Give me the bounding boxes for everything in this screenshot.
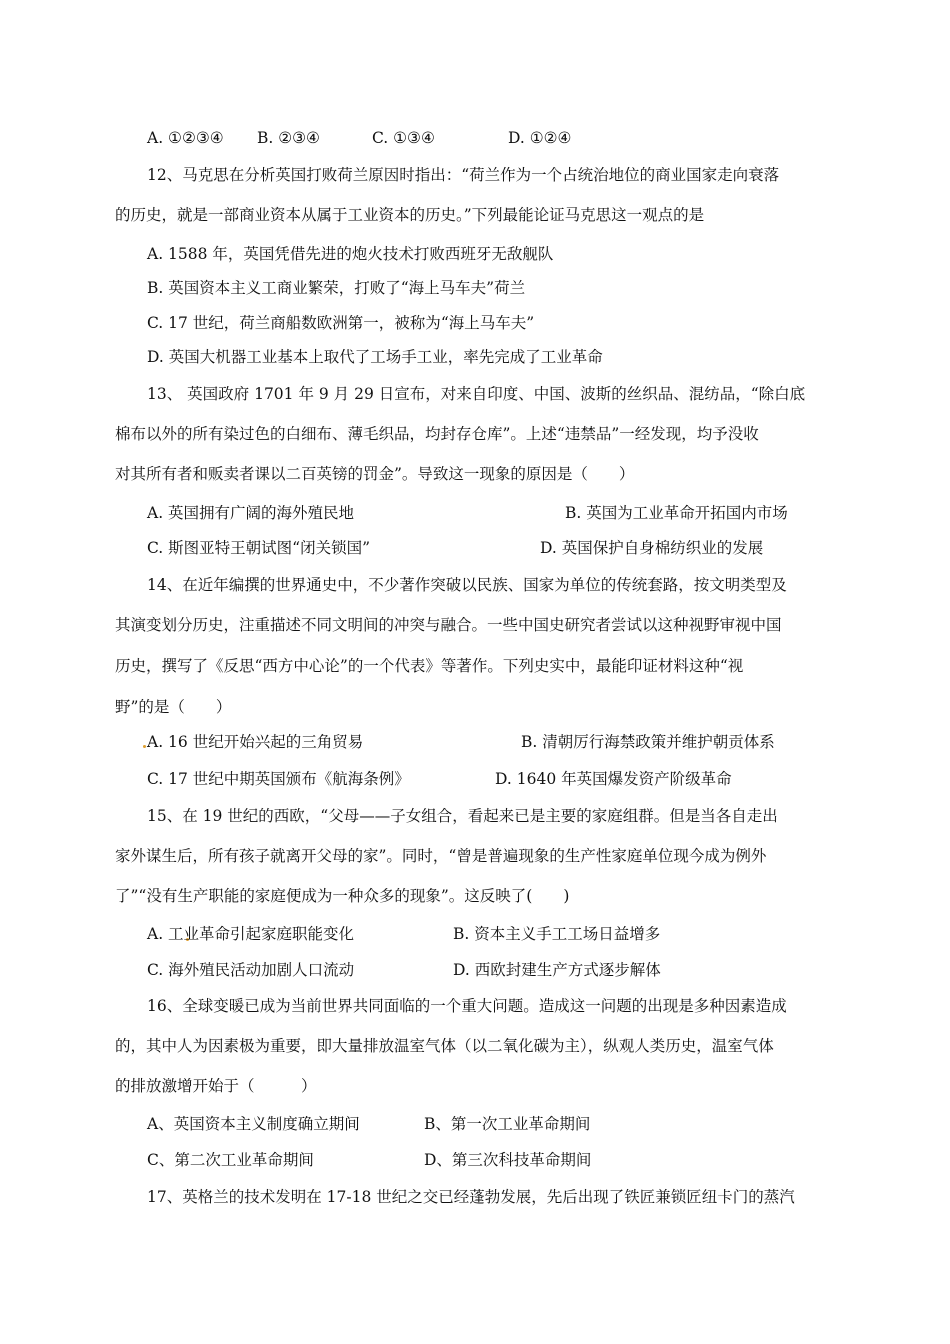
q16-stem-line: 的，其中人为因素极为重要，即大量排放温室气体（以二氧化碳为主），纵观人类历史，温室气体 (115, 1037, 774, 1055)
q12-stem-line: 12、马克思在分析英国打败荷兰原因时指出：“荷兰作为一个占统治地位的商业国家走向衰落 (147, 166, 780, 184)
q15-stem-line: 了”“没有生产职能的家庭便成为一种众多的现象”。这反映了( ) (115, 887, 570, 905)
q14-option-a: A. 16 世纪开始兴起的三角贸易 (147, 733, 364, 751)
q16-option-a: A、英国资本主义制度确立期间 (147, 1115, 360, 1133)
q15-option-b: B. 资本主义手工工场日益增多 (453, 925, 661, 943)
q14-option-b: B. 清朝厉行海禁政策并维护朝贡体系 (521, 733, 775, 751)
q16-option-d: D、第三次科技革命期间 (424, 1151, 592, 1169)
q16-stem-line: 16、全球变暖已成为当前世界共同面临的一个重大问题。造成这一问题的出现是多种因素造成 (147, 997, 787, 1015)
q13-option-a: A. 英国拥有广阔的海外殖民地 (147, 504, 355, 522)
q16-option-b: B、第一次工业革命期间 (424, 1115, 591, 1133)
q12-option-b: B. 英国资本主义工商业繁荣，打败了“海上马车夫”荷兰 (147, 279, 526, 297)
q11-option-b: B. ②③④ (257, 129, 320, 147)
q17-stem-line: 17、英格兰的技术发明在 17-18 世纪之交已经蓬勃发展，先后出现了铁匠兼锁匠纽卡门的蒸汽 (147, 1188, 795, 1206)
q11-option-a: A. ①②③④ (147, 129, 224, 147)
q14-option-d: D. 1640 年英国爆发资产阶级革命 (495, 770, 732, 788)
q13-stem-line: 13、 英国政府 1701 年 9 月 29 日宣布，对来自印度、中国、波斯的丝织品、混纺品，“除白底 (147, 385, 806, 403)
q14-stem-line: 其演变划分历史，注重描述不同文明间的冲突与融合。一些中国史研究者尝试以这种视野审视中国 (115, 616, 782, 634)
q15-option-c: C. 海外殖民活动加剧人口流动 (147, 961, 355, 979)
q14-stem-line: 14、在近年编撰的世界通史中，不少著作突破以民族、国家为单位的传统套路，按文明类型及 (147, 576, 787, 594)
q11-option-d: D. ①②④ (508, 129, 572, 147)
q16-option-c: C、第二次工业革命期间 (147, 1151, 314, 1169)
q16-stem-line: 的排放激增开始于（ ） (115, 1077, 317, 1095)
stray-mark (143, 745, 146, 748)
q13-option-d: D. 英国保护自身棉纺织业的发展 (540, 539, 764, 557)
q12-stem-line: 的历史，就是一部商业资本从属于工业资本的历史。”下列最能论证马克思这一观点的是 (115, 206, 705, 224)
q15-stem-line: 家外谋生后，所有孩子就离开父母的家”。同时，“曾是普遍现象的生产性家庭单位现今成为例外 (115, 847, 767, 865)
q15-option-d: D. 西欧封建生产方式逐步解体 (453, 961, 661, 979)
q12-option-d: D. 英国大机器工业基本上取代了工场手工业，率先完成了工业革命 (147, 348, 603, 366)
q12-option-c: C. 17 世纪，荷兰商船数欧洲第一，被称为“海上马车夫” (147, 314, 535, 332)
q12-option-a: A. 1588 年，英国凭借先进的炮火技术打败西班牙无敌舰队 (147, 245, 554, 263)
q15-stem-line: 15、在 19 世纪的西欧，“父母——子女组合，看起来已是主要的家庭组群。但是当各自走出 (147, 807, 778, 825)
q11-option-c: C. ①③④ (372, 129, 435, 147)
q14-stem-line: 野”的是（ ） (115, 698, 232, 716)
q13-option-b: B. 英国为工业革命开拓国内市场 (565, 504, 788, 522)
q13-stem-line: 对其所有者和贩卖者课以二百英镑的罚金”。导致这一现象的原因是（ ） (115, 465, 635, 483)
q13-option-c: C. 斯图亚特王朝试图“闭关锁国” (147, 539, 371, 557)
q15-option-a: A. 工业革命引起家庭职能变化 (147, 925, 355, 943)
q13-stem-line: 棉布以外的所有染过色的白细布、薄毛织品，均封存仓库”。上述“违禁品”一经发现，均予没收 (115, 425, 759, 443)
q14-option-c: C. 17 世纪中期英国颁布《航海条例》 (147, 770, 410, 788)
q14-stem-line: 历史，撰写了《反思“西方中心论”的一个代表》等著作。下列史实中，最能印证材料这种“视 (115, 657, 744, 675)
